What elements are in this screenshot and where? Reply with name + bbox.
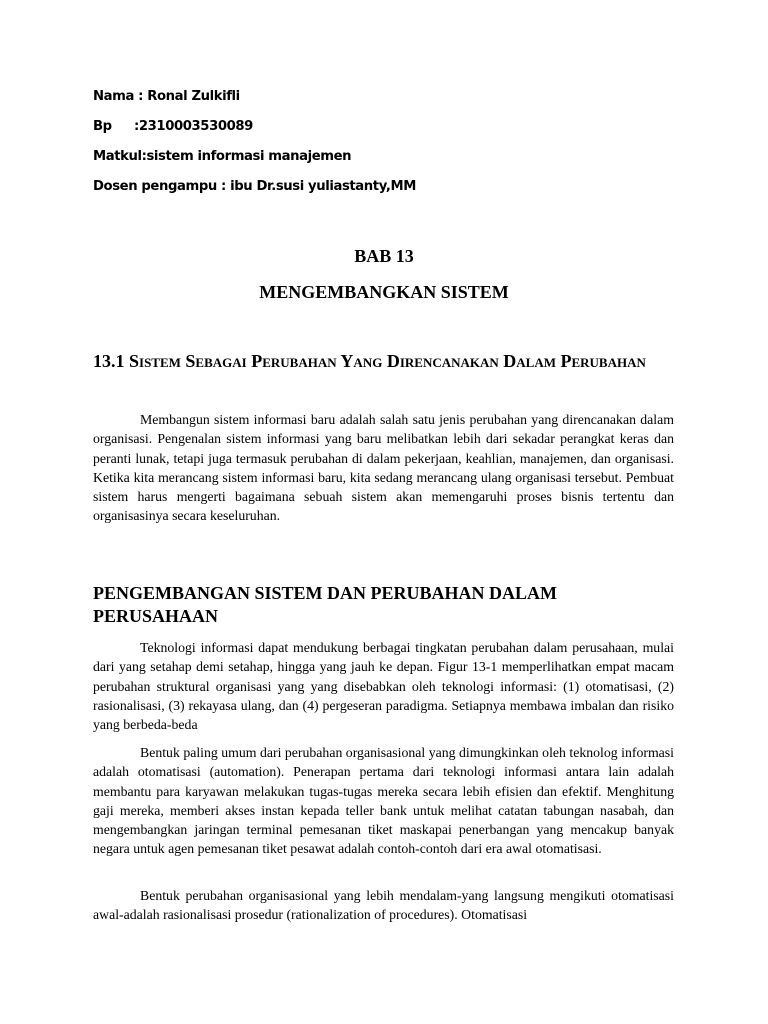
lecturer-name: Dosen pengampu : ibu Dr.susi yuliastanty,MM	[93, 179, 416, 194]
bp-value: :2310003530089	[134, 119, 253, 134]
chapter-number: BAB 13	[354, 246, 414, 266]
section-2-paragraph-1: Teknologi informasi dapat mendukung berbagai tingkatan perubahan dalam perusahaan, mulai dari yang setahap demi setahap, hingga yang jauh ke depan. Figur 13-1 memperlihatkan empat macam perubahan struktural organisasi yang yang disebabkan oleh teknologi informasi: (1) otomatisasi, (2) rasionalisasi, (3) rekayasa ulang, dan (4) pergeseran paradigma. Setiapnya membawa imbalan dan risiko yang berbeda-beda	[93, 640, 674, 733]
section-2-paragraph-3: Bentuk perubahan organisasional yang lebih mendalam-yang langsung mengikuti otomatisasi awal-adalah rasionalisasi prosedur (rationalization of procedures). Otomatisasi	[93, 888, 674, 923]
course-name: Matkul:sistem informasi manajemen	[93, 149, 352, 164]
student-name: Nama : Ronal Zulkifli	[93, 89, 240, 104]
bp-label: Bp	[93, 119, 112, 134]
chapter-title: MENGEMBANGKAN SISTEM	[259, 282, 509, 302]
section-1-paragraph: Membangun sistem informasi baru adalah salah satu jenis perubahan yang direncanakan dalam organisasi. Pengenalan sistem informasi yang baru melibatkan lebih dari sekadar perangkat keras dan peranti lunak, tetapi juga termasuk perubahan di dalam pekerjaan, keahlian, manajemen, dan organisasi. Ketika kita merancang sistem informasi baru, kita sedang merancang ulang organisasi tersebut. Pembuat sistem harus mengerti bagaimana sebuah sistem akan memengaruhi proses bisnis tertentu dan organisasinya secara keseluruhan.	[93, 412, 674, 524]
student-bp	[93, 119, 253, 135]
section-2-paragraph-2: Bentuk paling umum dari perubahan organisasional yang dimungkinkan oleh teknolog informasi adalah otomatisasi (automation). Penerapan pertama dari teknologi informasi antara lain adalah membantu para karyawan melakukan tugas-tugas mereka secara lebih efisien dan efektif. Menghitung gaji mereka, memberi akses instan kepada teller bank untuk melihat catatan tabungan nasabah, dan mengembangkan jaringan terminal pemesanan tiket maskapai penerbangan yang mencakup banyak negara untuk agen pemesanan tiket pesawat adalah contoh-contoh dari era awal otomatisasi.	[93, 745, 674, 857]
section-2-heading: PENGEMBANGAN SISTEM DAN PERUBAHAN DALAM PERUSAHAAN	[93, 583, 558, 626]
section-1-heading: 13.1 Sistem Sebagai Perubahan Yang Direncanakan Dalam Perubahan	[93, 351, 646, 371]
